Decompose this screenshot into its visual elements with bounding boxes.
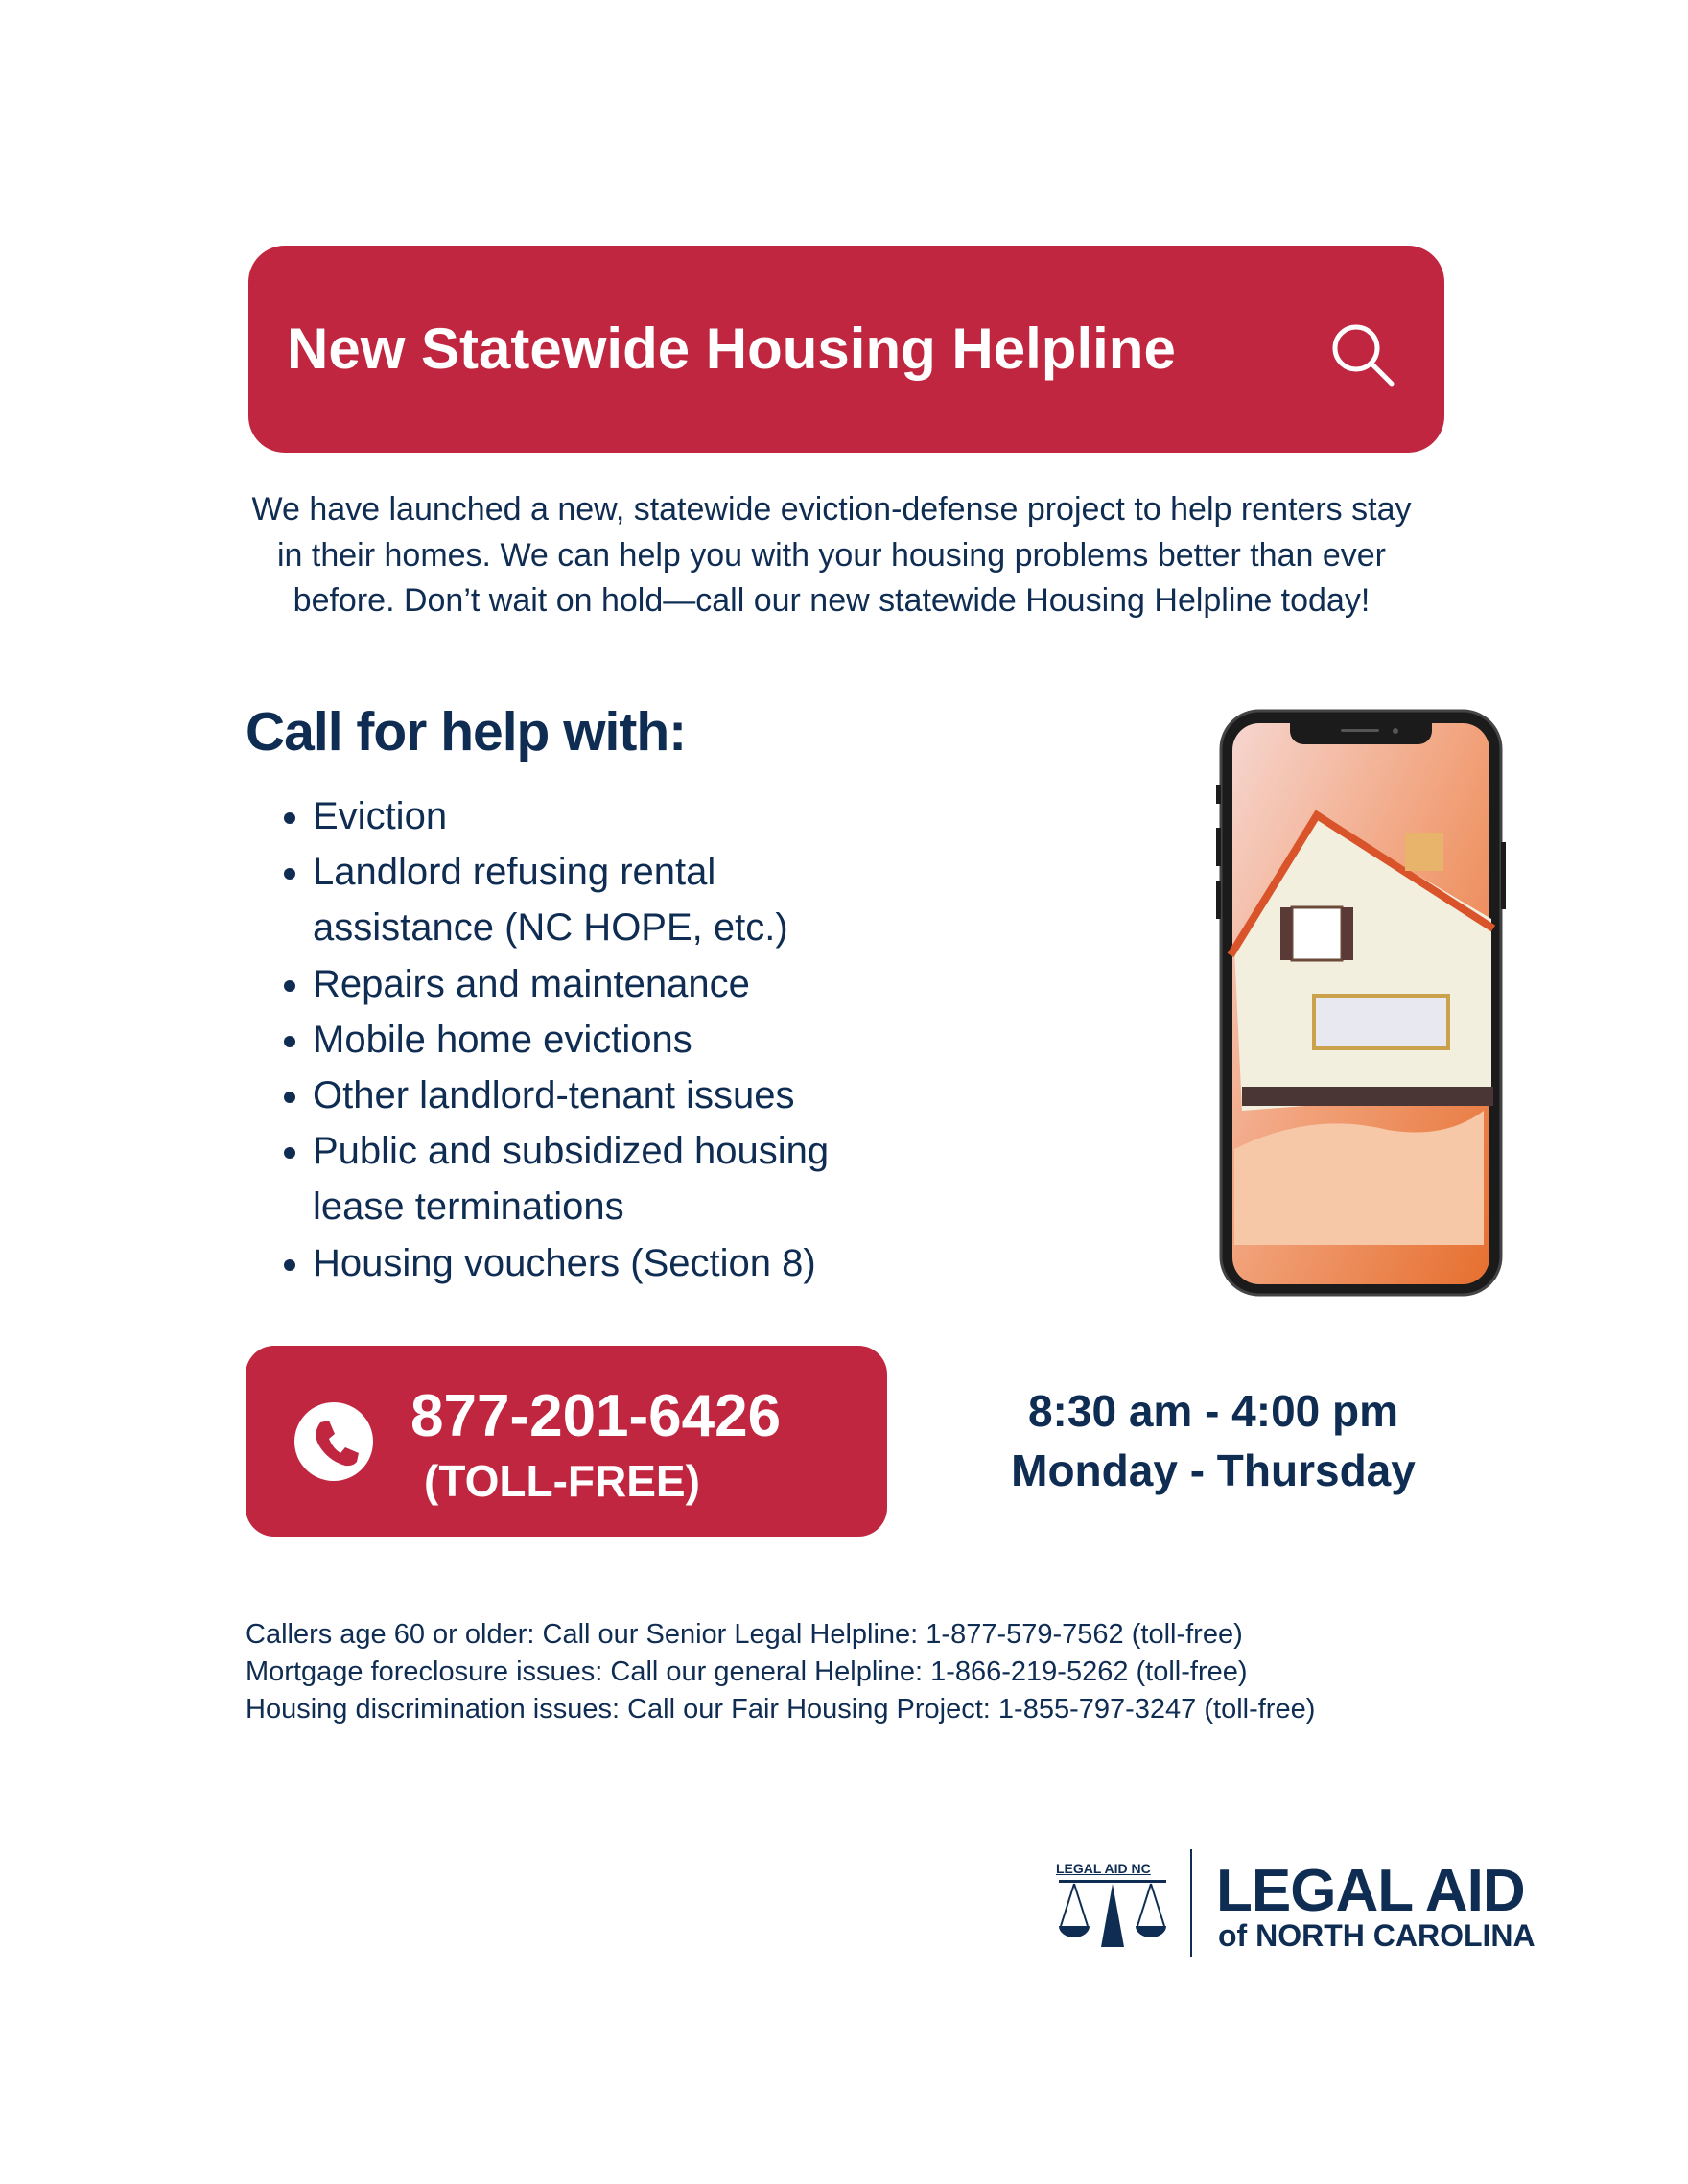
phone-house-image [1213,708,1506,1300]
logo-sub-text: of NORTH CAROLINA [1218,1918,1536,1953]
page-title: New Statewide Housing Helpline [287,317,1176,381]
list-item: • Housing vouchers (Section 8) [313,1235,1176,1291]
search-icon [1328,320,1395,387]
hours [969,1381,1458,1500]
helpline-phone-box[interactable] [246,1346,887,1537]
help-list [269,788,1176,1291]
phone-number[interactable]: 877-201-6426 [410,1383,782,1449]
intro-paragraph: We have launched a new, statewide eviction-defense project to help renters stay in their homes. We can help you with your housing problems better than ever before. Don’t wait on hold—call our new statewide Housing Helpline today! [251,491,1412,619]
list-item: • Mobile home evictions [313,1012,1176,1068]
hours-days: Monday - Thursday [1011,1445,1416,1495]
hours-time: 8:30 am - 4:00 pm [1027,1386,1399,1436]
legal-aid-logo [1055,1849,1536,1959]
list-item: • Other landlord-tenant issues [313,1068,1176,1123]
senior-helpline-line: Callers age 60 or older: Call our Senior Legal Helpline: 1-877-579-7562 (toll-free) [246,1619,1243,1650]
logo-small-text: LEGAL AID NC [1056,1861,1151,1876]
fair-housing-line: Housing discrimination issues: Call our Fair Housing Project: 1-855-797-3247 (toll-free) [246,1694,1316,1725]
toll-free-label: (TOLL-FREE) [424,1456,700,1506]
logo-main-text: LEGAL AID [1216,1858,1525,1924]
list-item: • Landlord refusing rental assistance (NC HOPE, etc.) [313,844,888,955]
other-helplines [246,1616,1315,1728]
list-item: • Public and subsidized housing lease terminations [313,1123,888,1234]
scales-of-justice-icon [1055,1878,1170,1949]
logo-divider [1190,1849,1192,1957]
help-heading: Call for help with: [246,701,687,763]
header-banner [248,246,1444,453]
phone-icon [293,1401,374,1482]
list-item: • Repairs and maintenance [313,956,1176,1012]
list-item: • Eviction [313,788,1176,844]
foreclosure-helpline-line: Mortgage foreclosure issues: Call our general Helpline: 1-866-219-5262 (toll-free) [246,1656,1248,1687]
